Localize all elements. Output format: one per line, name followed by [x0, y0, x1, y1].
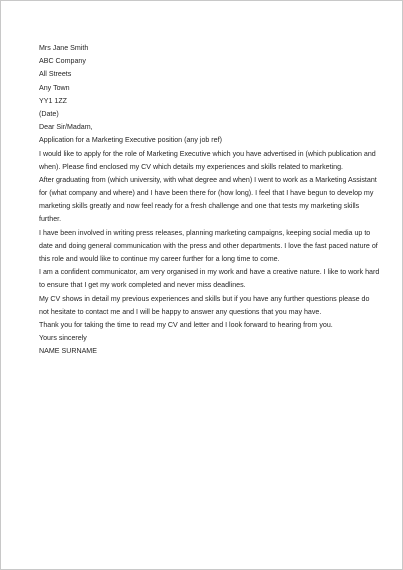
- body-line: date and doing general communication with the press and other departments. I love the fast paced nature of: [39, 241, 378, 250]
- address-postcode: YY1 1ZZ: [39, 96, 67, 105]
- body-line: to ensure that I get my work completed and never miss deadlines.: [39, 281, 246, 290]
- salutation: Dear Sir/Madam,: [39, 123, 93, 132]
- cover-letter: [39, 42, 380, 359]
- body-line: I would like to apply for the role of Marketing Executive which you have advertised in (which publication and: [39, 149, 376, 158]
- body-line: My CV shows in detail my previous experiences and skills but if you have any further questions please do: [39, 294, 370, 303]
- recipient-address: [39, 42, 369, 121]
- body-line: this role and would like to continue my career further for a long time to come.: [39, 255, 280, 263]
- closing: Yours sincerely: [39, 334, 87, 343]
- body-line: marketing skills greatly and now feel ready for a fresh challenge and one that tests my marketing skills: [39, 202, 360, 211]
- letter-date: (Date): [39, 109, 59, 118]
- address-company: ABC Company: [39, 57, 86, 66]
- body-line: for (what company and where) and I have been there for (how long). I feel that I have begun to develop my: [39, 189, 374, 198]
- body-line: when). Please find enclosed my CV which details my experiences and skills related to marketing.: [39, 162, 343, 171]
- body-line: Thank you for taking the time to read my CV and letter and I look forward to hearing from you.: [39, 320, 333, 329]
- signature-name: NAME SURNAME: [39, 347, 97, 356]
- address-name: Mrs Jane Smith: [39, 44, 89, 52]
- subject-line: Application for a Marketing Executive position (any job ref): [39, 136, 222, 145]
- body-line: After graduating from (which university, with what degree and when) I went to work as a Marketing Assistant: [39, 175, 377, 184]
- body-line: I have been involved in writing press releases, planning marketing campaigns, keeping social media up to: [39, 228, 371, 237]
- body-line: I am a confident communicator, am very organised in my work and have a creative nature. I like to work hard: [39, 268, 380, 277]
- letter-body: [39, 148, 380, 333]
- body-line: further.: [39, 215, 62, 224]
- address-street: All Streets: [39, 70, 72, 79]
- address-town: Any Town: [39, 83, 70, 92]
- body-line: not hesitate to contact me and I will be happy to answer any questions that you may have.: [39, 307, 322, 316]
